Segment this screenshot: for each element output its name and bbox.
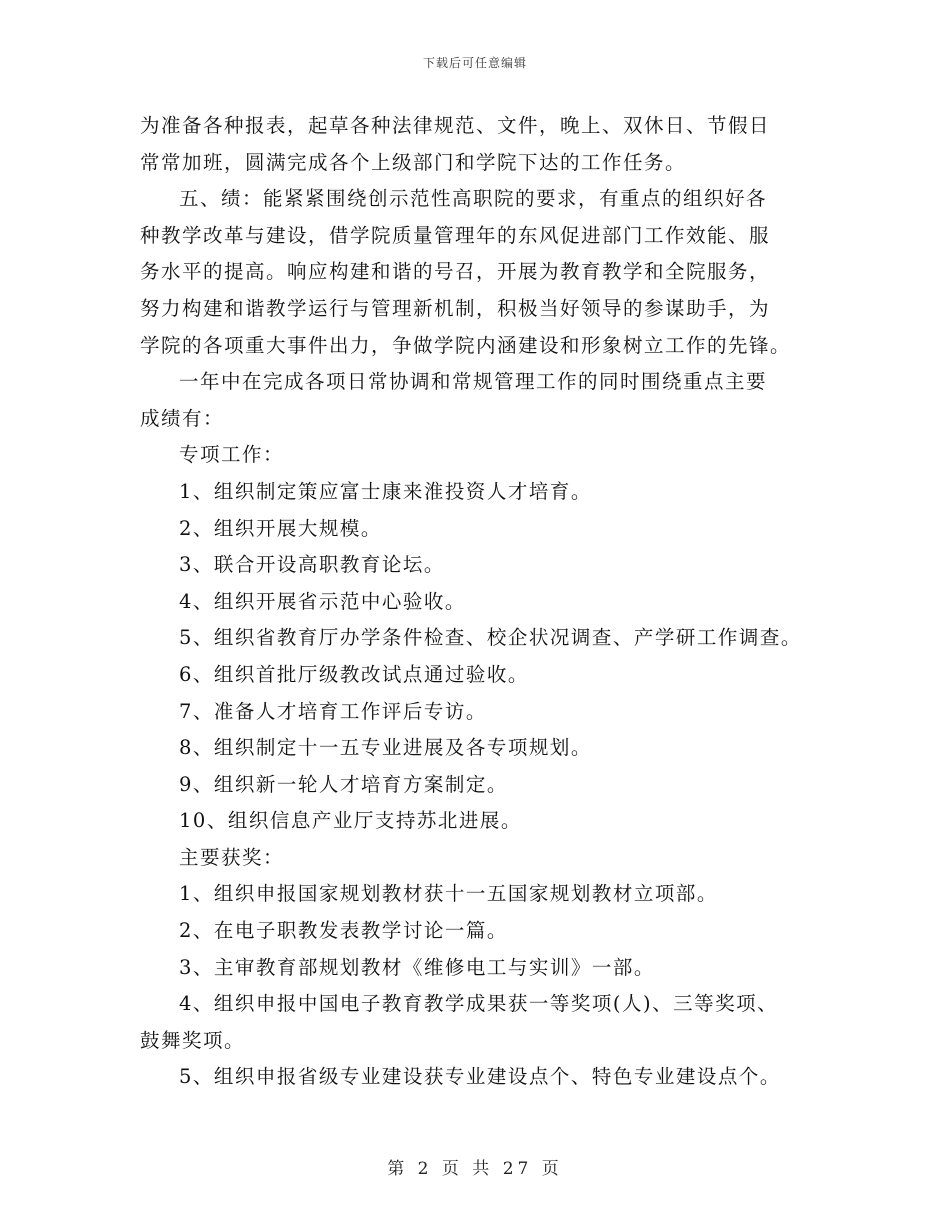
text-line: 种教学改革与建设，借学院质量管理年的东风促进部门工作效能、服: [140, 223, 771, 247]
text-line: 鼓舞奖项。: [140, 1028, 246, 1052]
text-line: 主要获奖：: [179, 845, 285, 869]
text-line: 9、组织新一轮人才培育方案制定。: [179, 772, 508, 796]
text-line: 5、组织申报省级专业建设获专业建设点个、特色专业建设点个。: [179, 1065, 781, 1089]
text-line: 1、组织制定策应富士康来淮投资人才培育。: [179, 479, 592, 503]
text-line: 4、组织申报中国电子教育教学成果获一等奖项(人)、三等奖项、: [179, 992, 779, 1016]
text-line: 10、组织信息产业厅支持苏北进展。: [179, 809, 522, 833]
text-line: 五、绩：能紧紧围绕创示范性高职院的要求，有重点的组织好各: [179, 187, 768, 211]
text-line: 5、组织省教育厅办学条件检查、校企状况调查、产学研工作调查。: [179, 626, 802, 650]
text-line: 2、组织开展大规模。: [179, 516, 382, 540]
text-line: 常常加班，圆满完成各个上级部门和学院下达的工作任务。: [140, 150, 687, 174]
page-header-note: 下载后可任意编辑: [422, 56, 527, 70]
text-line: 学院的各项重大事件出力，争做学院内涵建设和形象树立工作的先锋。: [140, 333, 792, 357]
text-line: 6、组织首批厅级教改试点通过验收。: [179, 662, 529, 686]
text-line: 7、准备人才培育工作评后专访。: [179, 699, 487, 723]
text-line: 8、组织制定十一五专业进展及各专项规划。: [179, 736, 592, 760]
text-line: 务水平的提高。响应构建和谐的号召，开展为教育教学和全院服务，: [140, 260, 771, 284]
document-body: [140, 108, 830, 1096]
text-line: 3、主审教育部规划教材《维修电工与实训》一部。: [179, 955, 655, 979]
text-line: 努力构建和谐教学运行与管理新机制，积极当好领导的参谋助手，为: [140, 296, 771, 320]
text-line: 4、组织开展省示范中心验收。: [179, 589, 466, 613]
text-line: 为准备各种报表，起草各种法律规范、文件，晚上、双休日、节假日: [140, 114, 771, 137]
text-line: 2、在电子职教发表教学讨论一篇。: [179, 919, 508, 943]
page-number-footer: 第 2 页 共 27 页: [387, 1159, 563, 1179]
text-line: 1、组织申报国家规划教材获十一五国家规划教材立项部。: [179, 882, 718, 906]
text-line: 一年中在完成各项日常协调和常规管理工作的同时围绕重点主要: [179, 370, 768, 394]
text-line: 成绩有：: [140, 406, 225, 430]
text-line: 专项工作：: [179, 443, 285, 467]
text-line: 3、联合开设高职教育论坛。: [179, 553, 445, 577]
